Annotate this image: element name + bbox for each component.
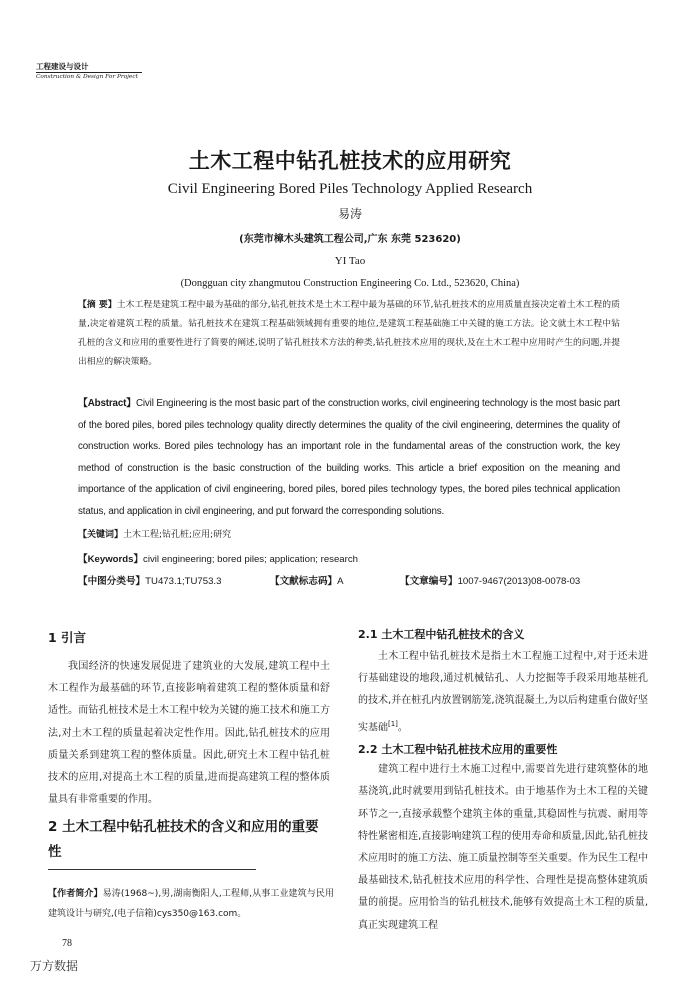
page-number: 78 [62,938,72,949]
left-column [48,628,330,865]
keywords-text-cn: 土木工程;钻孔桩;应用;研究 [123,530,232,540]
abstract-text-cn: 土木工程是建筑工程中最为基础的部分,钻孔桩技术是土木工程中最为基础的环节,钻孔桩技术的应用质量直接决定着土木工程的质量,决定着建筑工程的质量。钻孔桩技术在建筑工程基础领域拥有重要的地位,是建筑工程基础施工中关键的施工方法。论文就土木工程中钻孔桩的含义和应用的重要性进行了简要的阐述,说明了钻孔桩技术方法的种类,钻孔桩技术应用的现状,及在土木工程中应用时产生的问题,并提出相应的解决策略。 [78,300,620,367]
journal-header [36,62,142,81]
section-2-2-heading: 2.2 土木工程中钻孔桩技术应用的重要性 [358,743,558,757]
clc-number [78,573,221,587]
clc-label: 【中图分类号】 [78,576,146,587]
abstract-en [78,393,620,522]
article-title-en: Civil Engineering Bored Piles Technology Applied Research [167,181,533,197]
article-number-label: 【文章编号】 [400,576,458,587]
document-code [270,573,344,587]
affiliation-cn: (东莞市樟木头建筑工程公司,广东 东莞 523620) [239,234,461,245]
abstract-label-cn: 【摘 要】 [78,300,117,310]
author-footnote [48,884,334,924]
right-column [358,626,648,937]
document-code-label: 【文献标志码】 [270,576,338,587]
section-1-heading: 1 引言 [48,630,87,645]
footnote-label: 【作者简介】 [48,889,103,899]
journal-name-en: Construction & Design For Project [36,72,142,81]
footnote-divider [48,869,256,870]
section-2-1-heading: 2.1 土木工程中钻孔桩技术的含义 [358,628,525,641]
affiliation-en: (Dongguan city zhangmutou Construction Engineering Co. Ltd., 523620, China) [180,278,520,289]
section-2-heading: 2 土木工程中钻孔桩技术的含义和应用的重要性 [48,819,319,861]
keywords-text-en: civil engineering; bored piles; application; research [143,554,358,565]
article-title-cn: 土木工程中钻孔桩技术的应用研究 [188,149,512,173]
article-number-value: 1007-9467(2013)08-0078-03 [457,576,581,587]
article-number [400,573,580,587]
abstract-text-en: Civil Engineering is the most basic part of the construction works, civil engineering technology is the most basic part of the bored piles, bored piles technology quality directly determines the quality of the civil engineering, determines the quality of construction works. Bored piles technology has an important role in the fundamental areas of the construction work, the key method of construction is the basic construction of the building works. This article a brief exposition on the meaning and importance of the application of civil engineering, bored piles, bored piles technology types, the bored piles technical application status, and application in civil engineering, and put forward the corresponding solutions. [78,398,620,517]
watermark: 万方数据 [30,959,79,973]
author-name-cn: 易涛 [337,207,362,221]
section-2-2-text: 建筑工程中进行土木施工过程中,需要首先进行建筑整体的地基浇筑,此时就要用到钻孔桩技术。由于地基作为土木工程的关键环节之一,直接承载整个建筑主体的重量,其稳固性与抗震、耐用等特性紧密相连,直接影响建筑工程的使用寿命和质量,因此,钻孔桩技术应用时的施工方法、施工质量控制等至关重要。作为民生工程中最基础技术,钻孔桩技术应用的科学性、合理性是提高整体建筑质量的前提。应用恰当的钻孔桩技术,能够有效提高土木工程的质量,真正实现建筑工程 [358,764,648,931]
abstract-cn [78,296,620,372]
abstract-label-en: 【Abstract】 [78,398,136,409]
keywords-label-en: 【Keywords】 [78,554,144,565]
keywords-en [78,551,358,565]
author-name-en: YI Tao [334,255,366,267]
section-1-text: 我国经济的快速发展促进了建筑业的大发展,建筑工程中土木工程作为最基础的环节,直接影响着建筑工程的整体质量和舒适性。而钻孔桩技术是土木工程中较为关键的施工技术和施工方法,对土木工程的质量起着决定性作用。因此,钻孔桩技术的应用质量关系到建筑工程的整体质量。因此,研究土木工程中钻孔桩技术的应用,对提高土木工程的质量,进而提高建筑工程的整体质量具有非常重要的作用。 [48,661,330,806]
section-2-1-body: 土木工程中钻孔桩技术是指土木工程施工过程中,对于还未进行基础建设的地段,通过机械钻孔、人力挖掘等手段采用地基桩孔的技术,并在桩孔内放置钢筋笼,浇筑混凝土,为以后构建重台做好坚实基础 [358,651,648,733]
keywords-label-cn: 【关键词】 [78,530,124,540]
clc-value: TU473.1;TU753.3 [145,576,222,587]
journal-name-cn: 工程建设与设计 [36,62,89,71]
section-2-1-end: 。 [397,721,408,733]
section-2-1-text [358,646,648,739]
citation-ref: [1] [388,719,398,728]
footnote-text: 易涛(1968~),男,湖南衡阳人,工程师,从事工业建筑与民用建筑设计与研究,(电子信箱)cys350@163.com。 [48,889,334,919]
document-code-value: A [337,576,344,587]
keywords-cn [78,527,231,540]
